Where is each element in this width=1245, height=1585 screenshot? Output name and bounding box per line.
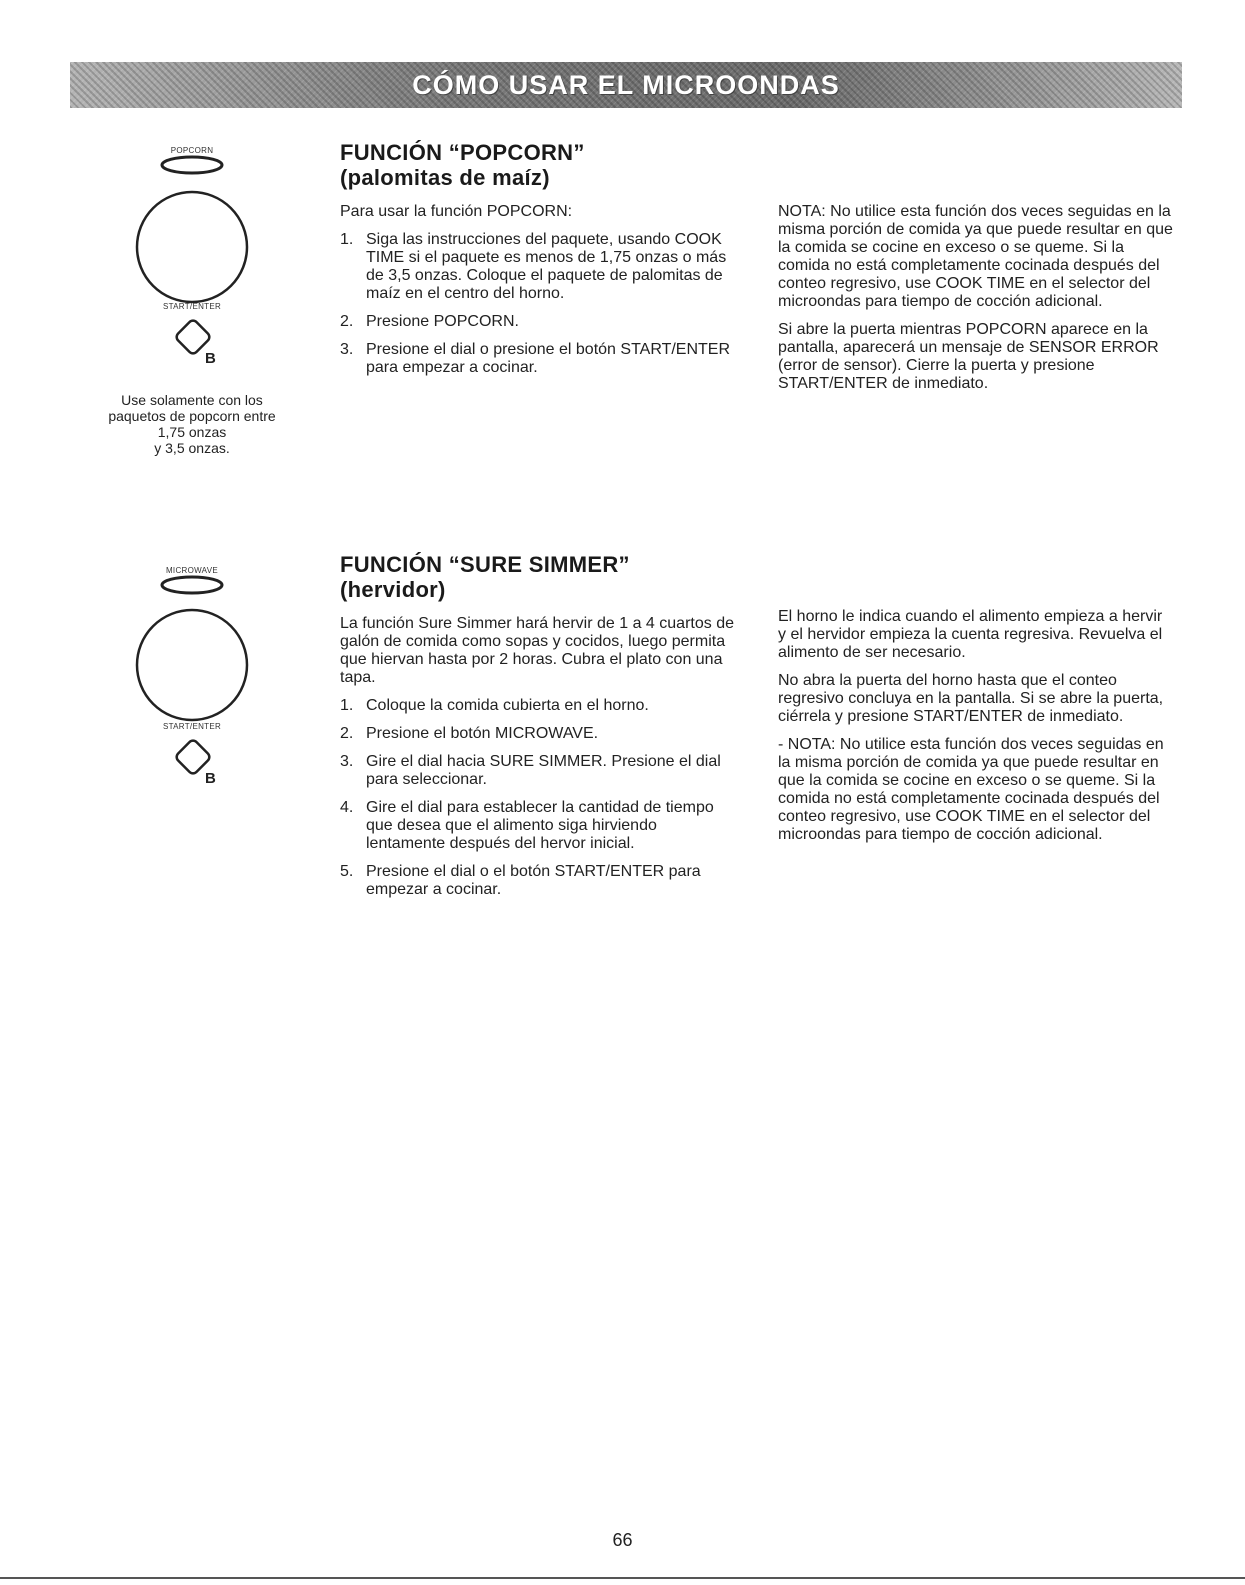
step-text: Presione el dial o el botón START/ENTER para empezar a cocinar. bbox=[366, 863, 701, 898]
step-number: 5. bbox=[340, 863, 354, 880]
simmer-steps bbox=[340, 697, 735, 899]
list-item bbox=[340, 725, 735, 743]
simmer-start-panel bbox=[92, 722, 292, 798]
caption-line: 1,75 onzas bbox=[157, 424, 227, 440]
simmer-notes bbox=[778, 608, 1173, 854]
simmer-heading bbox=[340, 552, 630, 602]
popcorn-title-line1: FUNCIÓN “POPCORN” bbox=[340, 140, 585, 165]
step-text: Siga las instrucciones del paquete, usando COOK TIME si el paquete es menos de 1,75 onzas o más de 3,5 onzas. Coloque el paquete de palomitas de maíz en el centro del horno. bbox=[366, 231, 727, 302]
microwave-button-icon bbox=[162, 577, 222, 593]
dial-icon bbox=[137, 192, 247, 302]
note-paragraph: No abra la puerta del horno hasta que el conteo regresivo concluya en la pantalla. Si se abre la puerta, ciérrela y presione START/ENTER de inmediato. bbox=[778, 672, 1164, 725]
list-item bbox=[340, 313, 735, 331]
start-enter-label: START/ENTER bbox=[162, 302, 222, 311]
popcorn-caption bbox=[92, 392, 292, 456]
list-item bbox=[340, 231, 735, 303]
caption-line: paquetos de popcorn entre bbox=[108, 408, 276, 424]
start-enter-label: START/ENTER bbox=[162, 722, 222, 731]
popcorn-title-line2: (palomitas de maíz) bbox=[340, 165, 550, 190]
dial-icon bbox=[137, 610, 247, 720]
page-number: 66 bbox=[612, 1530, 633, 1550]
note-paragraph: NOTA: No utilice esta función dos veces seguidas en la misma porción de comida ya que puede resultar en que la comida se cocine en exceso o se queme. Si la comida no está completamente cocinada después del conteo regresivo, use COOK TIME en el selector del microondas para tiempo de cocción adicional. bbox=[778, 203, 1173, 310]
caption-line: y 3,5 onzas. bbox=[154, 440, 230, 456]
page-banner bbox=[70, 62, 1182, 108]
step-text: Gire el dial para establecer la cantidad de tiempo que desea que el alimento siga hirviendo lentamente después del hervor inicial. bbox=[366, 799, 714, 852]
button-b-icon: B bbox=[205, 770, 216, 787]
step-number: 2. bbox=[340, 313, 354, 330]
start-enter-illustration bbox=[92, 311, 292, 373]
popcorn-button-label: POPCORN bbox=[170, 146, 214, 155]
step-number: 4. bbox=[340, 799, 354, 816]
step-number: 2. bbox=[340, 725, 354, 742]
banner-title: CÓMO USAR EL MICROONDAS bbox=[412, 69, 840, 100]
microwave-button-label: MICROWAVE bbox=[165, 566, 219, 575]
step-text: Gire el dial hacia SURE SIMMER. Presione el dial para seleccionar. bbox=[366, 753, 721, 788]
popcorn-steps bbox=[340, 231, 735, 377]
button-b-icon: B bbox=[205, 350, 216, 367]
list-item bbox=[340, 697, 735, 715]
step-number: 3. bbox=[340, 753, 354, 770]
popcorn-instructions bbox=[340, 203, 735, 387]
note-paragraph: - NOTA: No utilice esta función dos veces seguidas en la misma porción de comida ya que puede resultar en que la comida se cocine en exceso o se queme. Si la comida no está completamente cocinada después del conteo regresivo, use COOK TIME en el selector del microondas para tiempo de cocción adicional. bbox=[778, 736, 1164, 843]
step-text: Presione POPCORN. bbox=[366, 313, 519, 330]
caption-line: Use solamente con los bbox=[121, 392, 263, 408]
popcorn-notes bbox=[778, 203, 1173, 403]
popcorn-intro: Para usar la función POPCORN: bbox=[340, 203, 573, 220]
step-number: 1. bbox=[340, 697, 354, 714]
bottom-rule bbox=[0, 1577, 1245, 1579]
step-text: Presione el dial o presione el botón START/ENTER para empezar a cocinar. bbox=[366, 341, 731, 376]
note-paragraph: El horno le indica cuando el alimento empieza a hervir y el hervidor empieza la cuenta regresiva. Revuelva el alimento de ser necesario. bbox=[778, 608, 1163, 661]
popcorn-start-panel bbox=[92, 302, 292, 456]
simmer-title-line1: FUNCIÓN “SURE SIMMER” bbox=[340, 552, 630, 577]
start-enter-illustration bbox=[92, 731, 292, 793]
popcorn-heading bbox=[340, 140, 585, 190]
simmer-intro: La función Sure Simmer hará hervir de 1 a 4 cuartos de galón de comida como sopas y cocidos, luego permita que hiervan hasta por 2 horas. Cubra el plato con una tapa. bbox=[340, 615, 734, 686]
step-text: Presione el botón MICROWAVE. bbox=[366, 725, 599, 742]
list-item bbox=[340, 341, 735, 377]
list-item bbox=[340, 799, 735, 853]
simmer-title-line2: (hervidor) bbox=[340, 577, 446, 602]
note-paragraph: Si abre la puerta mientras POPCORN aparece en la pantalla, aparecerá un mensaje de SENSOR ERROR (error de sensor). Cierre la puerta y presione START/ENTER de inmediato. bbox=[778, 321, 1159, 392]
popcorn-button-icon bbox=[162, 157, 222, 173]
step-text: Coloque la comida cubierta en el horno. bbox=[366, 697, 649, 714]
step-number: 1. bbox=[340, 231, 354, 248]
list-item bbox=[340, 753, 735, 789]
step-number: 3. bbox=[340, 341, 354, 358]
simmer-instructions bbox=[340, 615, 735, 909]
list-item bbox=[340, 863, 735, 899]
